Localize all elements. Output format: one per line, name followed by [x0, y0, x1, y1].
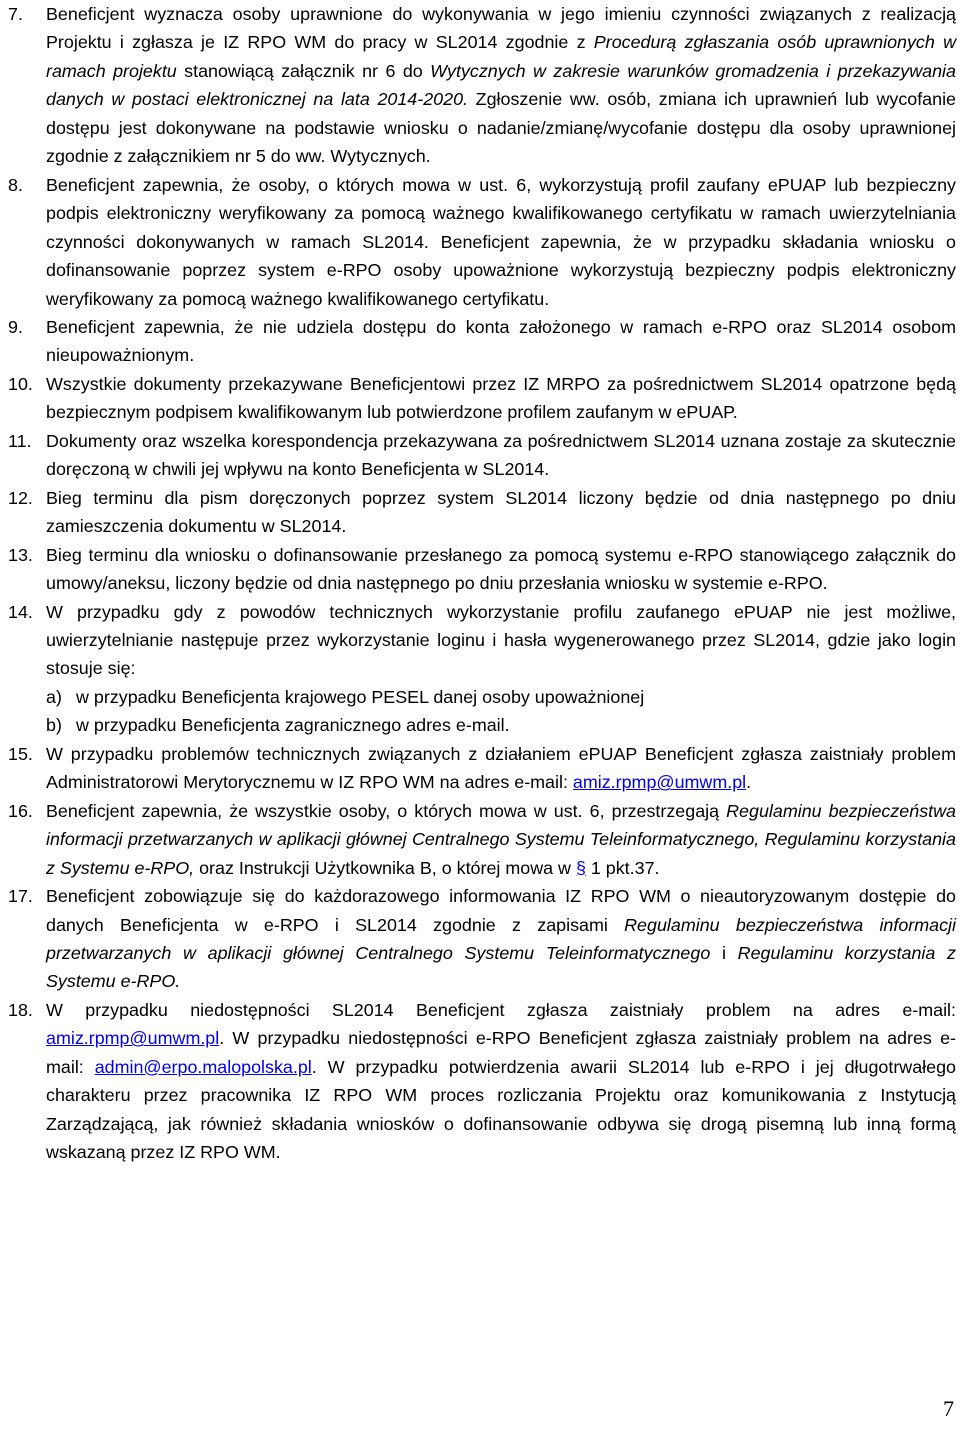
text-segment: W przypadku niedostępności SL2014 Beneficjent zgłasza zaistniały problem na adres e-mail: [46, 999, 956, 1020]
clause-text [46, 740, 956, 797]
text-segment: W przypadku problemów technicznych związanych z działaniem ePUAP Beneficjent zgłasza zaistniały problem Administratorowi Merytorycznemu w IZ RPO WM na adres e-mail: [46, 743, 956, 793]
clause-item [8, 370, 956, 427]
italic-text-segment: Regulaminu bezpieczeństwa informacji przetwarzanych w aplikacji głównej Centralnego Systemu Teleinformatycznego [46, 914, 956, 963]
clause-number: 15. [8, 743, 33, 764]
clause-text [46, 797, 956, 882]
clause-item [8, 313, 956, 370]
sub-item-label: a) [46, 686, 62, 707]
sub-item-label: b) [46, 715, 62, 736]
clause-text [46, 996, 956, 1167]
page-number: 7 [943, 1396, 954, 1421]
text-segment: i [710, 942, 738, 963]
sub-item-text: w przypadku Beneficjenta krajowego PESEL danej osoby upoważnionej [76, 686, 645, 707]
text-segment: stanowiącą załącznik nr 6 do [176, 60, 431, 81]
clause-item [8, 171, 956, 313]
clause-item [8, 484, 956, 541]
clause-text [46, 313, 956, 370]
sub-item [46, 711, 956, 739]
text-segment: Bieg terminu dla wniosku o dofinansowanie przesłanego za pomocą systemu e-RPO stanowiącego załącznik do umowy/aneksu, liczony będzie od dnia następnego po dniu przesłania wniosku w systemie e-RPO. [46, 544, 956, 594]
clause-item [8, 996, 956, 1167]
clause-item [8, 740, 956, 797]
clause-item [8, 882, 956, 996]
email-link[interactable]: admin@erpo.malopolska.pl [94, 1056, 312, 1077]
clause-text [46, 0, 956, 171]
text-segment: Wszystkie dokumenty przekazywane Beneficjentowi przez IZ MRPO za pośrednictwem SL2014 opatrzone będą bezpiecznym podpisem kwalifikowanym lub potwierdzone profilem zaufanym w ePUAP. [46, 373, 956, 423]
clause-item [8, 797, 956, 882]
clause-number: 17. [8, 886, 33, 907]
text-segment: oraz Instrukcji Użytkownika B, o której mowa w [194, 857, 576, 878]
clause-text [46, 484, 956, 541]
text-segment: Beneficjent wyznacza osoby uprawnione do wykonywania w jego imieniu czynności związanych z realizacją Projektu i zgłasza je IZ RPO WM do pracy w SL2014 zgodnie z [46, 4, 956, 53]
email-link[interactable]: amiz.rpmp@umwm.pl [46, 1028, 220, 1049]
text-segment: . W przypadku potwierdzenia awarii SL2014 lub e-RPO i jej długotrwałego charakteru przez pracownika IZ RPO WM proces rozliczania Projektu oraz komunikowania z Instytucją Zarządzającą, jak również składania wniosków o dofinansowanie odbywa się drogą pisemną lub inną formą wskazaną przez IZ RPO WM. [46, 1056, 956, 1163]
italic-text-segment: Regulaminu bezpieczeństwa informacji przetwarzanych w aplikacji głównej Centralnego Systemu Teleinformatycznego, Regulaminu korzystania z Systemu e-RPO, [46, 800, 956, 878]
text-segment: Zgłoszenie ww. osób, zmiana ich uprawnień lub wycofanie dostępu jest dokonywane na podstawie wniosku o nadanie/zmianę/wycofanie dostępu dla osoby uprawnionej zgodnie z załącznikiem nr 5 do ww. Wytycznych. [46, 89, 957, 167]
clause-number: 9. [8, 316, 23, 337]
clause-item [8, 598, 956, 740]
text-segment: W przypadku gdy z powodów technicznych wykorzystanie profilu zaufanego ePUAP nie jest możliwe, uwierzytelnianie następuje przez wykorzystanie loginu i hasła wygenerowanego przez SL2014, gdzie jako login stosuje się: [46, 601, 956, 679]
text-segment: . W przypadku niedostępności e-RPO Beneficjent zgłasza zaistniały problem na adres e-mail: [46, 1028, 956, 1077]
text-segment: Beneficjent zapewnia, że osoby, o których mowa w ust. 6, wykorzystują profil zaufany ePUAP lub bezpieczny podpis elektroniczny weryfikowany za pomocą ważnego kwalifikowanego certyfikatu w ramach uwierzytelniania czynności dokonywanych w ramach SL2014. Beneficjent zapewnia, że w przypadku składania wniosku o dofinansowanie poprzez system e-RPO osoby upoważnione wykorzystują bezpieczny podpis elektroniczny weryfikowany za pomocą ważnego kwalifikowanego certyfikatu. [46, 174, 956, 309]
clause-number: 14. [8, 601, 33, 622]
numbered-clause-list [8, 0, 956, 1167]
sub-item [46, 683, 956, 711]
clause-text [46, 370, 956, 427]
clause-number: 12. [8, 487, 33, 508]
clause-text [46, 541, 956, 598]
clause-text [46, 882, 956, 996]
clause-item [8, 541, 956, 598]
document-page [8, 0, 956, 1167]
sub-item-text: w przypadku Beneficjenta zagranicznego adres e-mail. [76, 715, 510, 736]
text-segment: Dokumenty oraz wszelka korespondencja przekazywana za pośrednictwem SL2014 uznana zostaje za skutecznie doręczoną w chwili jej wpływu na konto Beneficjenta w SL2014. [46, 430, 956, 480]
clause-item [8, 427, 956, 484]
clause-text [46, 171, 956, 313]
text-segment: . [746, 772, 752, 793]
clause-number: 7. [8, 4, 23, 24]
clause-number: 8. [8, 174, 23, 195]
clause-number: 18. [8, 999, 33, 1020]
text-segment: Beneficjent zobowiązuje się do każdorazowego informowania IZ RPO WM o nieautoryzowanym dostępie do danych Beneficjenta w e-RPO i SL2014 zgodnie z zapisami [46, 886, 956, 935]
clause-text [46, 598, 956, 740]
italic-text-segment: Wytycznych w zakresie warunków gromadzenia i przekazywania danych w postaci elektronicznej na lata 2014-2020. [46, 60, 956, 110]
italic-text-segment: Regulaminu korzystania z Systemu e-RPO. [46, 942, 956, 992]
clause-number: 11. [8, 430, 32, 451]
text-segment: 1 pkt.37. [585, 857, 660, 878]
text-segment: Beneficjent zapewnia, że nie udziela dostępu do konta założonego w ramach e-RPO oraz SL2014 osobom nieupoważnionym. [46, 316, 956, 366]
section-reference-link[interactable]: § [575, 857, 586, 878]
italic-text-segment: Procedurą zgłaszania osób uprawnionych w ramach projektu [46, 32, 956, 81]
clause-item [8, 0, 956, 171]
clause-number: 16. [8, 800, 33, 821]
clause-text [46, 427, 956, 484]
email-link[interactable]: amiz.rpmp@umwm.pl [572, 772, 747, 793]
clause-number: 10. [8, 373, 33, 394]
clause-number: 13. [8, 544, 33, 565]
text-segment: Bieg terminu dla pism doręczonych poprzez system SL2014 liczony będzie od dnia następnego po dniu zamieszczenia dokumentu w SL2014. [46, 487, 956, 537]
text-segment: Beneficjent zapewnia, że wszystkie osoby, o których mowa w ust. 6, przestrzegają [46, 800, 727, 821]
